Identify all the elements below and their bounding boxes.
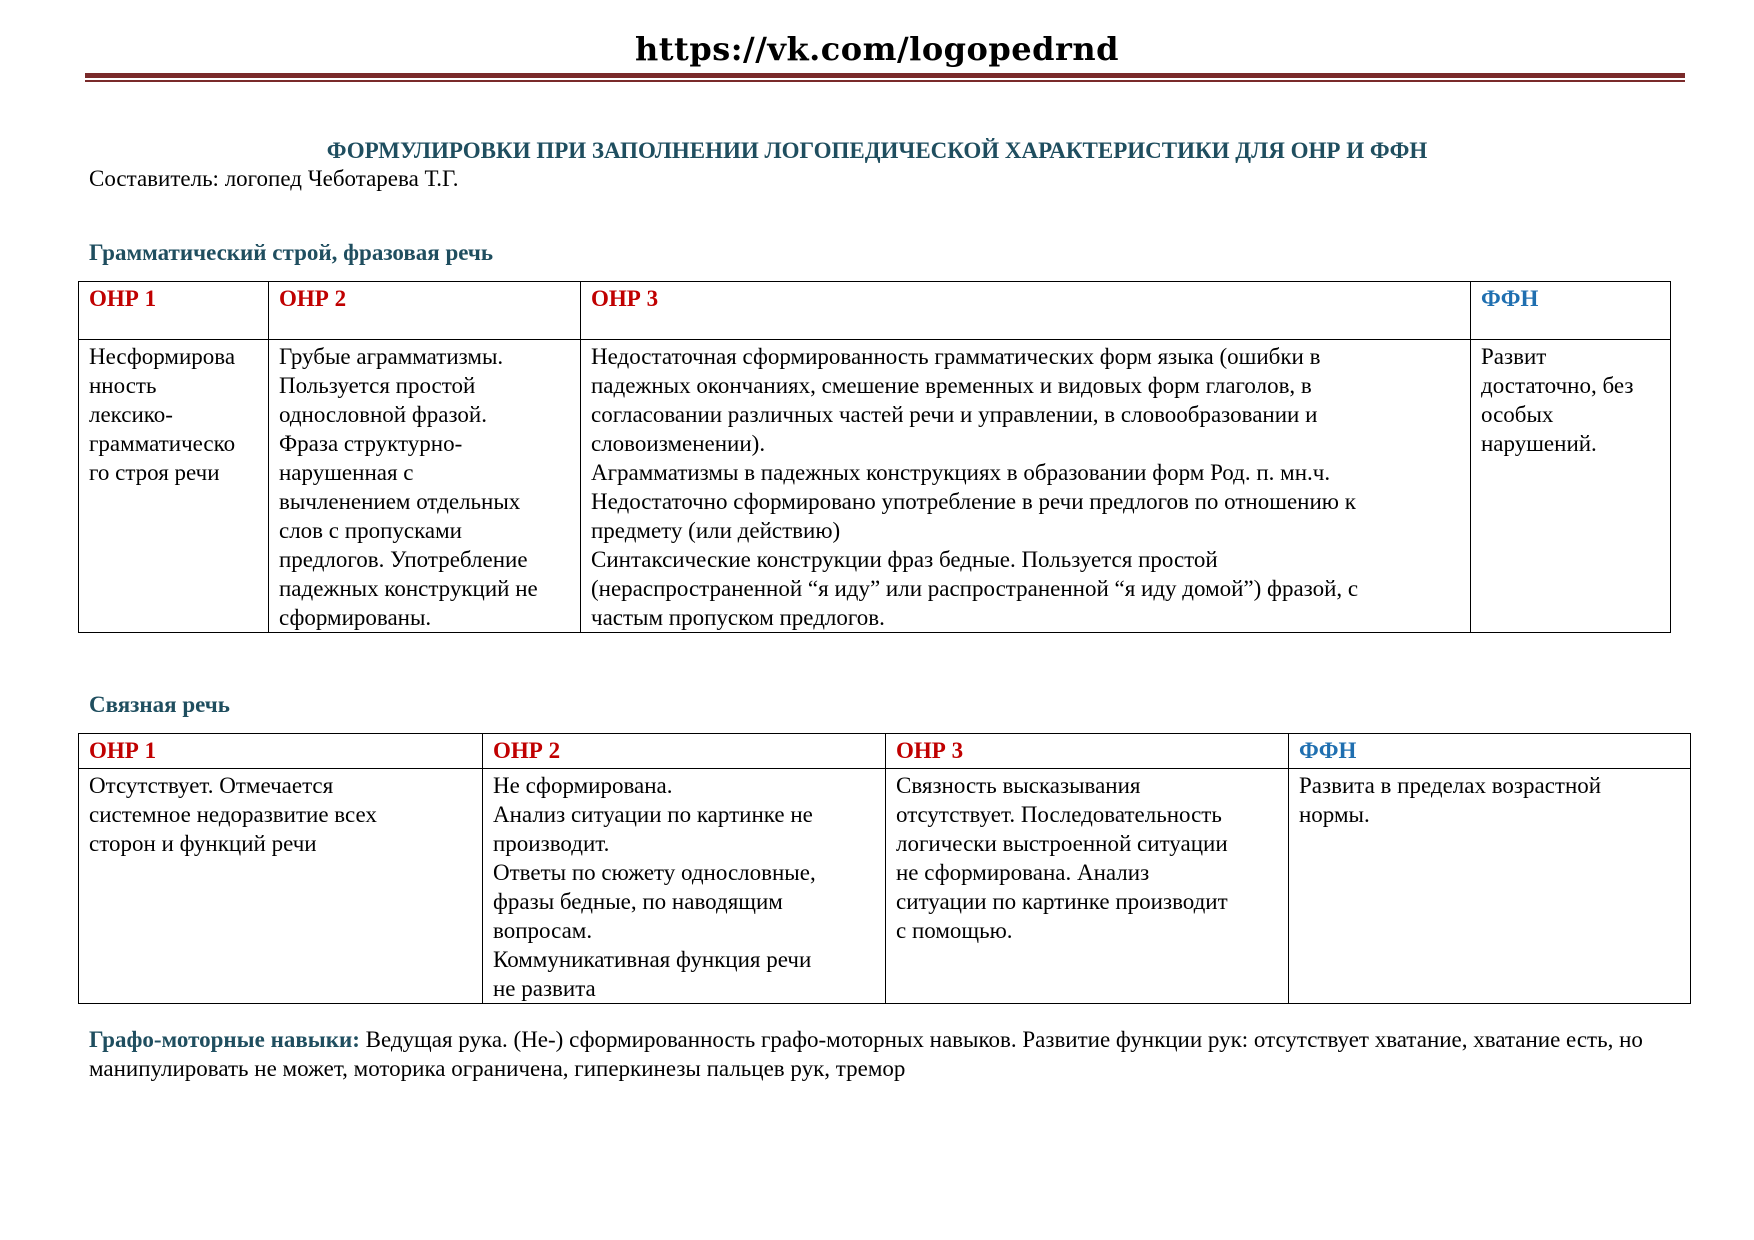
cell-onr3 [886, 769, 1289, 1004]
grammar-table [78, 281, 1671, 633]
cell-ffn-text: Развит достаточно, без особых нарушений. [1481, 344, 1634, 456]
table-row [79, 769, 1691, 1004]
cell-onr3 [581, 340, 1471, 633]
header-onr2: ОНР 2 [279, 286, 347, 311]
section-heading-grammar: Грамматический строй, фразовая речь [89, 240, 494, 265]
header-cell-onr3 [886, 734, 1289, 769]
header-cell-onr2 [269, 282, 581, 340]
header-ffn: ФФН [1481, 286, 1539, 311]
header-onr2: ОНР 2 [493, 738, 561, 763]
cell-onr1 [79, 769, 483, 1004]
table-row [79, 340, 1671, 633]
cell-ffn-text: Развита в пределах возрастной нормы. [1299, 773, 1602, 827]
header-cell-ffn [1471, 282, 1671, 340]
header-onr3: ОНР 3 [896, 738, 964, 763]
header-onr3: ОНР 3 [591, 286, 659, 311]
table-header-row [79, 734, 1691, 769]
cell-onr2 [269, 340, 581, 633]
cell-onr1-text: Несформирова нность лексико- грамматическо го строя речи [89, 344, 236, 485]
author-line: Составитель: логопед Чеботарева Т.Г. [89, 166, 459, 191]
grapho-motor-label: Графо-моторные навыки: [89, 1027, 360, 1052]
header-rule-thin [85, 80, 1685, 82]
header-cell-onr1 [79, 734, 483, 769]
cell-onr2-text: Грубые аграмматизмы. Пользуется простой однословной фразой. Фраза структурно- нарушенная с вычленением отдельных слов с пропусками предлогов. Употребление падежных конструкций не сформированы. [279, 344, 538, 630]
cell-onr1 [79, 340, 269, 633]
coherent-speech-table [78, 733, 1691, 1004]
cell-onr3-text: Связность высказывания отсутствует. Последовательность логически выстроенной ситуации не сформирована. Анализ ситуации по картинке производит с помощью. [896, 773, 1228, 943]
cell-ffn [1289, 769, 1691, 1004]
header-url[interactable]: https://vk.com/logopedrnd [634, 30, 1119, 68]
header-cell-onr2 [483, 734, 886, 769]
header-onr1: ОНР 1 [89, 738, 157, 763]
grapho-motor-paragraph [89, 1025, 1689, 1083]
header-rule [85, 73, 1685, 78]
section-heading-coherent-speech: Связная речь [89, 692, 230, 717]
header-ffn: ФФН [1299, 738, 1357, 763]
grapho-motor-text: Ведущая рука. (Не-) сформированность графо-моторных навыков. Развитие функции рук: отсутствует хватание, хватание есть, но манипулировать не может, моторика ограничена, гиперкинезы пальцев рук, тремор [89, 1027, 1643, 1081]
header-onr1: ОНР 1 [89, 286, 157, 311]
cell-onr2-text: Не сформирована. Анализ ситуации по картинке не производит. Ответы по сюжету однословные, фразы бедные, по наводящим вопросам. Коммуникативная функция речи не развита [493, 773, 816, 1001]
header-cell-onr1 [79, 282, 269, 340]
document-title: ФОРМУЛИРОВКИ ПРИ ЗАПОЛНЕНИИ ЛОГОПЕДИЧЕСКОЙ ХАРАКТЕРИСТИКИ ДЛЯ ОНР И ФФН [326, 138, 1428, 163]
cell-ffn [1471, 340, 1671, 633]
cell-onr1-text: Отсутствует. Отмечается системное недоразвитие всех сторон и функций речи [89, 773, 377, 856]
table-header-row [79, 282, 1671, 340]
header-cell-ffn [1289, 734, 1691, 769]
header-cell-onr3 [581, 282, 1471, 340]
cell-onr3-text: Недостаточная сформированность грамматических форм языка (ошибки в падежных окончаниях, смешение временных и видовых форм глаголов, в согласовании различных частей речи и управлении, в словообразовании и словоизменении). Аграмматизмы в падежных конструкциях в образовании форм Род. п. мн.ч. Недостаточно сформировано употребление в речи предлогов по отношению к предмету (или действию) Синтаксические конструкции фраз бедные. Пользуется простой (нераспространенной “я иду” или распространенной “я иду домой”) фразой, с частым пропуском предлогов. [591, 344, 1359, 630]
cell-onr2 [483, 769, 886, 1004]
